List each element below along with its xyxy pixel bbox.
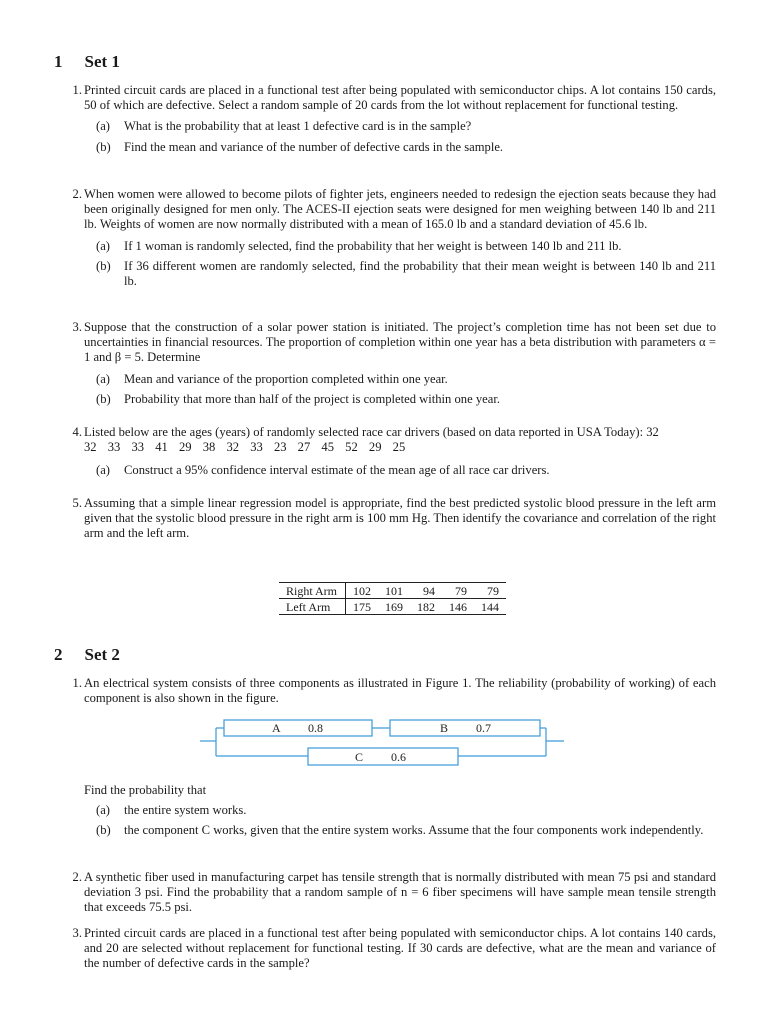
find-prompt: Find the probability that bbox=[84, 783, 207, 797]
question-2-2 bbox=[68, 870, 716, 916]
component-c-box bbox=[308, 748, 458, 765]
table-row-header: Right Arm bbox=[279, 583, 346, 599]
component-b-box bbox=[390, 720, 540, 736]
subquestion-a bbox=[96, 239, 716, 254]
section-title: Set 2 bbox=[84, 645, 120, 664]
question-1-2 bbox=[68, 187, 716, 289]
subquestion-b bbox=[96, 140, 716, 155]
blood-pressure-table bbox=[279, 582, 506, 615]
question-text: An electrical system consists of three components as illustrated in Figure 1. The reliability (probability of working) of each component is also shown in the figure. bbox=[84, 676, 716, 706]
question-number: 4. bbox=[72, 425, 82, 439]
question-number: 1. bbox=[72, 676, 82, 690]
subquestion-b bbox=[96, 259, 716, 289]
subquestion-label: (a) bbox=[96, 803, 110, 817]
subquestion-b bbox=[96, 823, 716, 838]
component-b-reliability: 0.7 bbox=[476, 721, 491, 735]
subquestion-a bbox=[96, 463, 716, 478]
question-text: Printed circuit cards are placed in a functional test after being populated with semiconductor chips. A lot contains 140 cards, and 20 are selected without replacement for functional testing. If 30 cards are defective, what are the mean and variance of the number of defective cards in the sample? bbox=[84, 926, 716, 971]
table-cell: 182 bbox=[417, 600, 436, 614]
table-cell: 101 bbox=[378, 583, 410, 599]
question-number: 3. bbox=[72, 926, 82, 940]
subquestion-a bbox=[96, 372, 716, 387]
subquestion-label: (b) bbox=[96, 258, 111, 273]
component-c-name: C bbox=[355, 750, 364, 764]
table-cell: 144 bbox=[481, 600, 500, 614]
subquestion-text: the component C works, given that the entire system works. Assume that the four components work independently. bbox=[124, 823, 704, 838]
question-1-1 bbox=[68, 83, 716, 155]
question-text: Listed below are the ages (years) of randomly selected race car drivers (based on data reported in USA Today): 32 bbox=[84, 425, 659, 439]
question-number: 5. bbox=[72, 496, 82, 510]
subquestion-text: Mean and variance of the proportion completed within one year. bbox=[124, 371, 448, 386]
component-a-reliability: 0.8 bbox=[308, 721, 323, 735]
section-number: 2 bbox=[54, 645, 63, 664]
ages-list: 32 33 33 41 29 38 32 33 23 27 45 52 29 25 bbox=[84, 440, 406, 455]
table-cell: 79 bbox=[442, 583, 474, 599]
subquestion-label: (a) bbox=[96, 371, 110, 386]
reliability-diagram bbox=[200, 714, 564, 770]
subquestion-text: Construct a 95% confidence interval estimate of the mean age of all race car drivers. bbox=[124, 463, 550, 478]
section-number: 1 bbox=[54, 52, 63, 71]
section-heading-set2 bbox=[54, 645, 120, 665]
question-number: 2. bbox=[72, 870, 82, 884]
component-a-box bbox=[224, 720, 372, 736]
subquestion-label: (a) bbox=[96, 238, 110, 253]
section-heading-set1 bbox=[54, 52, 120, 72]
subquestion-a bbox=[96, 119, 716, 134]
question-text: Printed circuit cards are placed in a functional test after being populated with semiconductor chips. A lot contains 150 cards, 50 of which are defective. Select a random sample of 20 cards from the lot without replacement for functional testing. bbox=[84, 83, 716, 113]
question-text: Assuming that a simple linear regression model is appropriate, find the best predicted systolic blood pressure in the left arm given that the systolic blood pressure in the right arm is 100 mm Hg. Then identify the covariance and correlation of the right arm and the left arm. bbox=[84, 496, 716, 541]
table-cell: 169 bbox=[385, 600, 404, 614]
subquestion-label: (b) bbox=[96, 139, 111, 154]
question-text: When women were allowed to become pilots of fighter jets, engineers needed to redesign the ejection seats because they had been originally designed for men only. The ACES-II ejection seats were designed for men weighing between 140 lb and 211 lb. Weights of women are now normally distributed with a mean of 165.0 lb and a standard deviation of 45.6 lb. bbox=[84, 187, 716, 232]
subquestion-b bbox=[96, 392, 716, 407]
question-1-3 bbox=[68, 320, 716, 407]
question-2-3 bbox=[68, 926, 716, 972]
question-1-5 bbox=[68, 496, 716, 542]
table-row bbox=[279, 599, 506, 615]
question-1-4 bbox=[68, 425, 716, 479]
subquestion-text: If 1 woman is randomly selected, find the probability that her weight is between 140 lb and 211 lb. bbox=[124, 238, 622, 253]
component-a-name: A bbox=[272, 721, 281, 735]
table-row bbox=[279, 583, 506, 599]
question-text: A synthetic fiber used in manufacturing carpet has tensile strength that is normally distributed with mean 75 psi and standard deviation 3 psi. Find the probability that a random sample of n = 6 fiber specimens will have sample mean tensile strength that exceeds 75.5 psi. bbox=[84, 870, 716, 915]
question-number: 1. bbox=[72, 83, 82, 97]
subquestion-label: (a) bbox=[96, 119, 110, 134]
subquestion-text: Find the mean and variance of the number of defective cards in the sample. bbox=[124, 139, 504, 154]
subquestion-label: (b) bbox=[96, 391, 111, 406]
subquestion-text: Probability that more than half of the project is completed within one year. bbox=[124, 391, 500, 406]
table-cell: 94 bbox=[410, 583, 442, 599]
component-c-reliability: 0.6 bbox=[391, 750, 406, 764]
subquestion-a bbox=[96, 803, 716, 818]
question-number: 3. bbox=[72, 320, 82, 334]
question-2-1 bbox=[68, 676, 716, 706]
table-row-header: Left Arm bbox=[279, 599, 346, 615]
question-text: Suppose that the construction of a solar power station is initiated. The project’s completion time has not been set due to uncertainties in financial resources. The proportion of completion within one year has a beta distribution with parameters α = 1 and β = 5. Determine bbox=[84, 320, 716, 365]
question-number: 2. bbox=[72, 187, 82, 201]
table-cell: 175 bbox=[353, 600, 372, 614]
subquestion-text: What is the probability that at least 1 defective card is in the sample? bbox=[124, 119, 472, 134]
table-cell: 102 bbox=[346, 583, 379, 599]
question-2-1-parts bbox=[68, 803, 716, 838]
table-cell: 146 bbox=[449, 600, 468, 614]
section-title: Set 1 bbox=[84, 52, 120, 71]
subquestion-text: If 36 different women are randomly selected, find the probability that their mean weight is between 140 lb and 211 lb. bbox=[124, 258, 716, 289]
subquestion-label: (b) bbox=[96, 823, 111, 838]
component-b-name: B bbox=[440, 721, 449, 735]
subquestion-label: (a) bbox=[96, 463, 110, 478]
table-cell: 79 bbox=[474, 583, 506, 599]
subquestion-text: the entire system works. bbox=[124, 803, 247, 817]
